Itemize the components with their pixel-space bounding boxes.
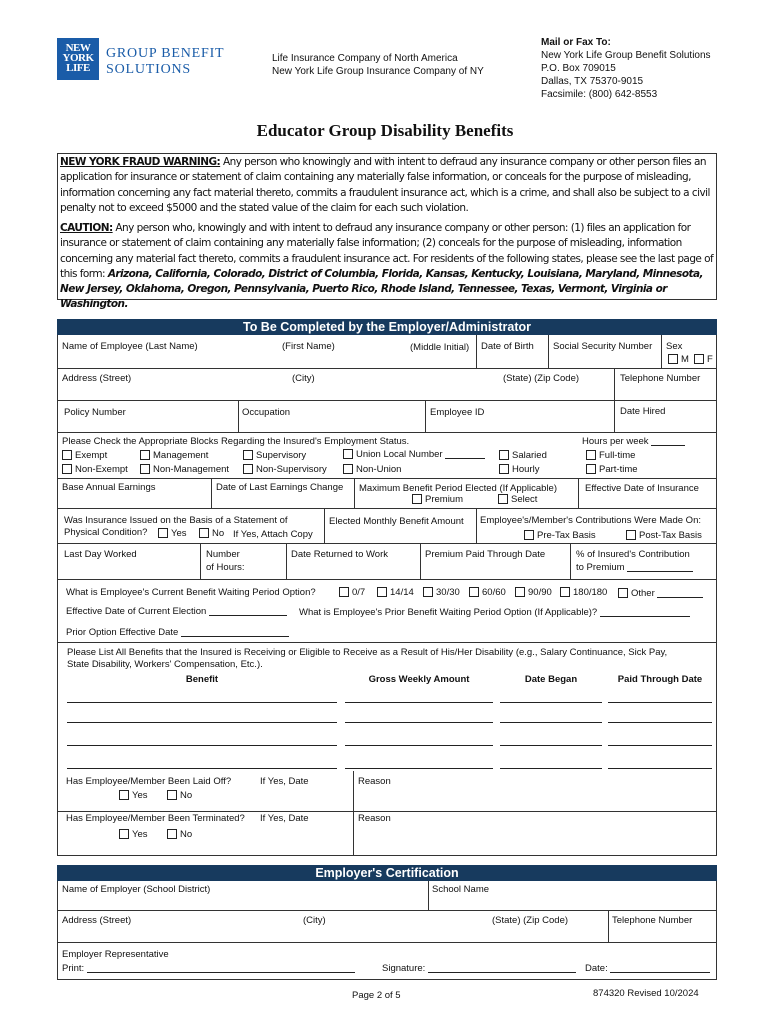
company-line-2: New York Life Group Insurance Company of NY xyxy=(272,66,484,77)
address-street-field[interactable]: Address (Street) xyxy=(62,373,132,384)
post-tax-checkbox[interactable]: Post-Tax Basis xyxy=(626,530,702,541)
effective-date-insurance-field[interactable]: Effective Date of Insurance xyxy=(585,483,699,494)
laid-off-no-checkbox[interactable]: No xyxy=(167,790,192,801)
mail-line-2: P.O. Box 709015 xyxy=(541,63,616,74)
employer-city-field[interactable]: (City) xyxy=(303,915,326,926)
address-city-field[interactable]: (City) xyxy=(292,373,315,384)
page-number: Page 2 of 5 xyxy=(352,990,401,1001)
waiting-60-60-checkbox[interactable]: 60/60 xyxy=(469,587,506,598)
column-gross-weekly-amount: Gross Weekly Amount xyxy=(368,674,470,685)
pre-tax-checkbox[interactable]: Pre-Tax Basis xyxy=(524,530,596,541)
column-date-began: Date Began xyxy=(524,674,578,685)
supervisory-checkbox[interactable]: Supervisory xyxy=(243,450,306,461)
non-exempt-checkbox[interactable]: Non-Exempt xyxy=(62,464,128,475)
terminated-date-field[interactable]: If Yes, Date xyxy=(260,813,309,824)
non-union-checkbox[interactable]: Non-Union xyxy=(343,464,401,475)
waiting-other-field[interactable]: Other xyxy=(618,587,703,599)
date-of-birth-field[interactable]: Date of Birth xyxy=(481,341,534,352)
benefits-list-question-line2: State Disability, Workers' Compensation, Etc.). xyxy=(67,659,263,670)
number-of-hours-label: Number xyxy=(206,549,240,560)
employer-section-header: To Be Completed by the Employer/Administrator xyxy=(57,319,717,335)
non-management-checkbox[interactable]: Non-Management xyxy=(140,464,229,475)
telephone-field[interactable]: Telephone Number xyxy=(620,373,701,384)
employer-state-zip-field[interactable]: (State) (Zip Code) xyxy=(492,915,569,926)
waiting-0-7-checkbox[interactable]: 0/7 xyxy=(339,587,365,598)
ny-fraud-warning: NEW YORK FRAUD WARNING: Any person who knowingly and with intent to defraud any insurance company or other person files an application for insurance or statement of claim containing any materially false information, or conceals for the purpose of misleading, information concerning any fact material thereto, commits a fraudulent insurance act, which is a crime, and shall also be subject to a civil penalty not to exceed $5000 and the stated value of the claim for each such violation. xyxy=(60,156,710,214)
date-last-earnings-change-field[interactable]: Date of Last Earnings Change xyxy=(216,482,344,493)
statement-yes-checkbox[interactable]: Yes xyxy=(158,528,187,539)
statement-question-line2: Physical Condition? xyxy=(64,527,148,538)
terminated-reason-field[interactable]: Reason xyxy=(358,813,391,824)
representative-date-field[interactable]: Date: xyxy=(585,962,710,974)
max-benefit-select-checkbox[interactable]: Select xyxy=(498,494,537,505)
number-of-hours-field[interactable]: of Hours: xyxy=(206,562,245,573)
school-name-field[interactable]: School Name xyxy=(432,884,490,895)
employee-middle-initial-field[interactable]: (Middle Initial) xyxy=(410,342,470,353)
sex-female-checkbox[interactable]: F xyxy=(694,354,713,365)
prior-option-effective-date-field[interactable]: Prior Option Effective Date xyxy=(66,626,289,638)
waiting-14-14-checkbox[interactable]: 14/14 xyxy=(377,587,414,598)
employee-last-name-field[interactable]: Name of Employee (Last Name) xyxy=(62,341,198,352)
insured-contribution-label: % of Insured's Contribution xyxy=(576,549,690,560)
employer-telephone-field[interactable]: Telephone Number xyxy=(612,915,693,926)
benefits-list-question: Please List All Benefits that the Insured is Receiving or Eligible to Receive as a Result of His/Her Disability (e.g., Salary Continuance, Sick Pay, xyxy=(67,647,668,658)
base-annual-earnings-field[interactable]: Base Annual Earnings xyxy=(62,482,156,493)
statement-no-checkbox[interactable]: No xyxy=(199,528,224,539)
employer-certification-header: Employer's Certification xyxy=(57,865,717,881)
sex-label: Sex xyxy=(666,341,683,352)
premium-paid-through-field[interactable]: Premium Paid Through Date xyxy=(425,549,546,560)
terminated-yes-checkbox[interactable]: Yes xyxy=(119,829,148,840)
terminated-question: Has Employee/Member Been Terminated? xyxy=(66,813,245,824)
insured-contribution-field[interactable]: to Premium xyxy=(576,561,693,573)
mail-line-1: New York Life Group Benefit Solutions xyxy=(541,50,711,61)
employer-representative-label: Employer Representative xyxy=(62,949,169,960)
employee-first-name-field[interactable]: (First Name) xyxy=(282,341,335,352)
waiting-180-180-checkbox[interactable]: 180/180 xyxy=(560,587,607,598)
hourly-checkbox[interactable]: Hourly xyxy=(499,464,539,475)
laid-off-date-field[interactable]: If Yes, Date xyxy=(260,776,309,787)
union-local-field[interactable]: Union Local Number xyxy=(343,448,485,460)
non-supervisory-checkbox[interactable]: Non-Supervisory xyxy=(243,464,327,475)
contributions-label: Employee's/Member's Contributions Were Made On: xyxy=(480,515,701,526)
statement-question: Was Insurance Issued on the Basis of a Statement of xyxy=(64,515,288,526)
form-number: 874320 Revised 10/2024 xyxy=(593,988,699,999)
logo-wordmark: GROUP BENEFIT SOLUTIONS xyxy=(106,46,225,77)
representative-print-field[interactable]: Print: xyxy=(62,962,355,974)
column-paid-through-date: Paid Through Date xyxy=(617,674,703,685)
mail-title: Mail or Fax To: xyxy=(541,37,611,48)
employment-status-question: Please Check the Appropriate Blocks Regarding the Insured's Employment Status. xyxy=(62,436,410,447)
employer-address-field[interactable]: Address (Street) xyxy=(62,915,132,926)
elected-monthly-benefit-field[interactable]: Elected Monthly Benefit Amount xyxy=(329,516,464,527)
address-state-zip-field[interactable]: (State) (Zip Code) xyxy=(503,373,580,384)
part-time-checkbox[interactable]: Part-time xyxy=(586,464,638,475)
laid-off-reason-field[interactable]: Reason xyxy=(358,776,391,787)
sex-male-checkbox[interactable]: M xyxy=(668,354,689,365)
terminated-no-checkbox[interactable]: No xyxy=(167,829,192,840)
salaried-checkbox[interactable]: Salaried xyxy=(499,450,547,461)
effective-date-current-election-field[interactable]: Effective Date of Current Election xyxy=(66,605,287,617)
date-hired-field[interactable]: Date Hired xyxy=(620,406,666,417)
new-york-life-logo: NEW YORK LIFE xyxy=(57,38,99,80)
hours-per-week-field[interactable]: Hours per week xyxy=(582,435,685,447)
last-day-worked-field[interactable]: Last Day Worked xyxy=(64,549,137,560)
full-time-checkbox[interactable]: Full-time xyxy=(586,450,635,461)
occupation-field[interactable]: Occupation xyxy=(242,407,291,418)
management-checkbox[interactable]: Management xyxy=(140,450,208,461)
column-benefit: Benefit xyxy=(185,674,219,685)
company-line-1: Life Insurance Company of North America xyxy=(272,53,458,64)
max-benefit-premium-checkbox[interactable]: Premium xyxy=(412,494,463,505)
waiting-30-30-checkbox[interactable]: 30/30 xyxy=(423,587,460,598)
laid-off-yes-checkbox[interactable]: Yes xyxy=(119,790,148,801)
employee-id-field[interactable]: Employee ID xyxy=(430,407,485,418)
page-title: Educator Group Disability Benefits xyxy=(256,121,514,140)
waiting-period-question: What is Employee's Current Benefit Waiting Period Option? xyxy=(66,587,316,598)
mail-line-3: Dallas, TX 75370-9015 xyxy=(541,76,644,87)
representative-signature-field[interactable]: Signature: xyxy=(382,962,576,974)
attach-copy-note: If Yes, Attach Copy xyxy=(233,529,313,540)
laid-off-question: Has Employee/Member Been Laid Off? xyxy=(66,776,232,787)
exempt-checkbox[interactable]: Exempt xyxy=(62,450,107,461)
waiting-90-90-checkbox[interactable]: 90/90 xyxy=(515,587,552,598)
prior-waiting-period-field[interactable]: What is Employee's Prior Benefit Waiting Period Option (If Applicable)? xyxy=(299,606,690,618)
policy-number-field[interactable]: Policy Number xyxy=(64,407,126,418)
employer-name-field[interactable]: Name of Employer (School District) xyxy=(62,884,211,895)
caution-warning: CAUTION: Any person who, knowingly and with intent to defraud any insurance company or other person: (1) files an application for insurance or statement of claim containing any materially false information; (2) conceals for the purpose of misleading, information concerning any material fact thereto, commits a fraudulent insurance act. For residents of the following states, please see the last page of this form: Arizona, California, Colorado, District of Columbia, Florida, Kansas, Kentucky, Louisiana, Maryland, Minnesota, New Jersey, Oklahoma, Oregon, Pennsylvania, Puerto Rico, Rhode Island, Tennessee, Texas, Vermont, Virginia or Washington. xyxy=(60,222,714,311)
date-returned-field[interactable]: Date Returned to Work xyxy=(291,549,388,560)
max-benefit-period-label: Maximum Benefit Period Elected (If Applicable) xyxy=(359,483,558,494)
mail-line-4: Facsimile: (800) 642-8553 xyxy=(541,89,658,100)
ssn-field[interactable]: Social Security Number xyxy=(553,341,653,352)
